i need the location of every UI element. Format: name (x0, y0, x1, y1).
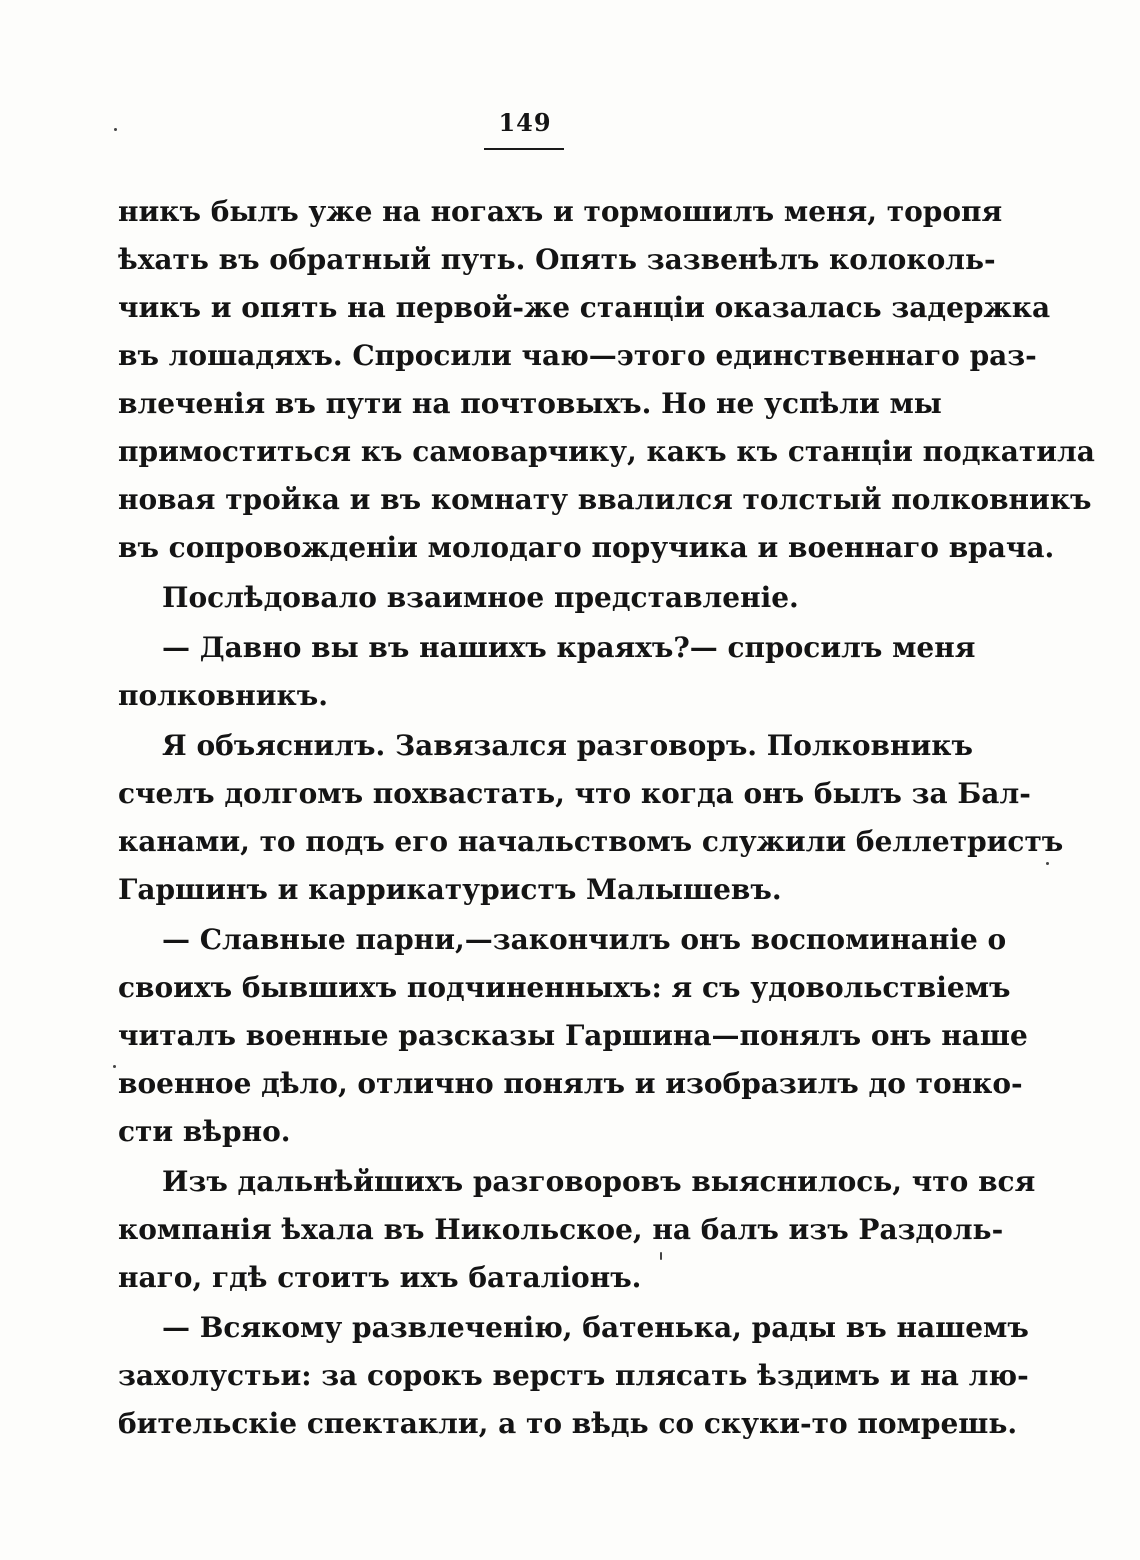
scan-speck (113, 1065, 116, 1068)
text-line: — Славные парни,—закончилъ онъ воспоминаніе о (162, 923, 1007, 956)
paragraph (118, 916, 1028, 1156)
text-line: канами, то подъ его начальствомъ служили беллетристъ (118, 825, 1064, 858)
text-line: чикъ и опять на первой-же станціи оказалась задержка (118, 291, 1051, 324)
text-line: военное дѣло, отлично понялъ и изобразилъ до тонко- (118, 1067, 1023, 1100)
text-line: новая тройка и въ комнату ввалился толстый полковникъ (118, 483, 1092, 516)
paragraph (118, 624, 976, 720)
scan-speck (660, 1252, 662, 1260)
paragraph (118, 1158, 1036, 1302)
text-line: примоститься къ самоварчику, какъ къ станціи подкатила (118, 435, 1095, 468)
text-line: влеченія въ пути на почтовыхъ. Но не успѣли мы (118, 387, 942, 420)
text-line: счелъ долгомъ похвастать, что когда онъ былъ за Бал- (118, 777, 1031, 810)
text-line: компанія ѣхала въ Никольское, на балъ изъ Раздоль- (118, 1213, 1004, 1246)
paragraph (118, 722, 1064, 914)
text-line: Я объяснилъ. Завязался разговоръ. Полковникъ (162, 729, 973, 762)
text-line: полковникъ. (118, 679, 328, 712)
text-line: — Давно вы въ нашихъ краяхъ?— спросилъ меня (162, 631, 976, 664)
text-line: Послѣдовало взаимное представленіе. (162, 581, 799, 614)
text-line: ѣхать въ обратный путь. Опять зазвенѣлъ колоколь- (118, 243, 996, 276)
text-line: въ сопровожденіи молодаго поручика и военнаго врача. (118, 531, 1055, 564)
text-line: Изъ дальнѣйшихъ разговоровъ выяснилось, что вся (162, 1165, 1036, 1198)
text-line: никъ былъ уже на ногахъ и тормошилъ меня, торопя (118, 195, 1003, 228)
text-line: въ лошадяхъ. Спросили чаю—этого единственнаго раз- (118, 339, 1037, 372)
paragraph (118, 188, 1095, 572)
text-line: читалъ военные разсказы Гаршина—понялъ онъ наше (118, 1019, 1028, 1052)
text-line: Гаршинъ и каррикатуристъ Малышевъ. (118, 873, 782, 906)
text-line: — Всякому развлеченію, батенька, рады въ нашемъ (162, 1311, 1029, 1344)
body-text (118, 188, 1095, 1448)
scan-speck (114, 128, 117, 131)
scan-speck (1046, 862, 1049, 865)
text-line: захолустьи: за сорокъ верстъ плясать ѣздимъ и на лю- (118, 1359, 1029, 1392)
paragraph (118, 574, 933, 622)
text-line: бительскіе спектакли, а то вѣдь со скуки-то помрешь. (118, 1407, 1018, 1440)
paragraph (118, 1304, 1029, 1448)
page-number-rule (484, 148, 564, 150)
text-line: наго, гдѣ стоитъ ихъ баталіонъ. (118, 1261, 642, 1294)
text-line: своихъ бывшихъ подчиненныхъ: я съ удовольствіемъ (118, 971, 1011, 1004)
text-line: сти вѣрно. (118, 1115, 291, 1148)
page-number: 149 (498, 108, 552, 137)
